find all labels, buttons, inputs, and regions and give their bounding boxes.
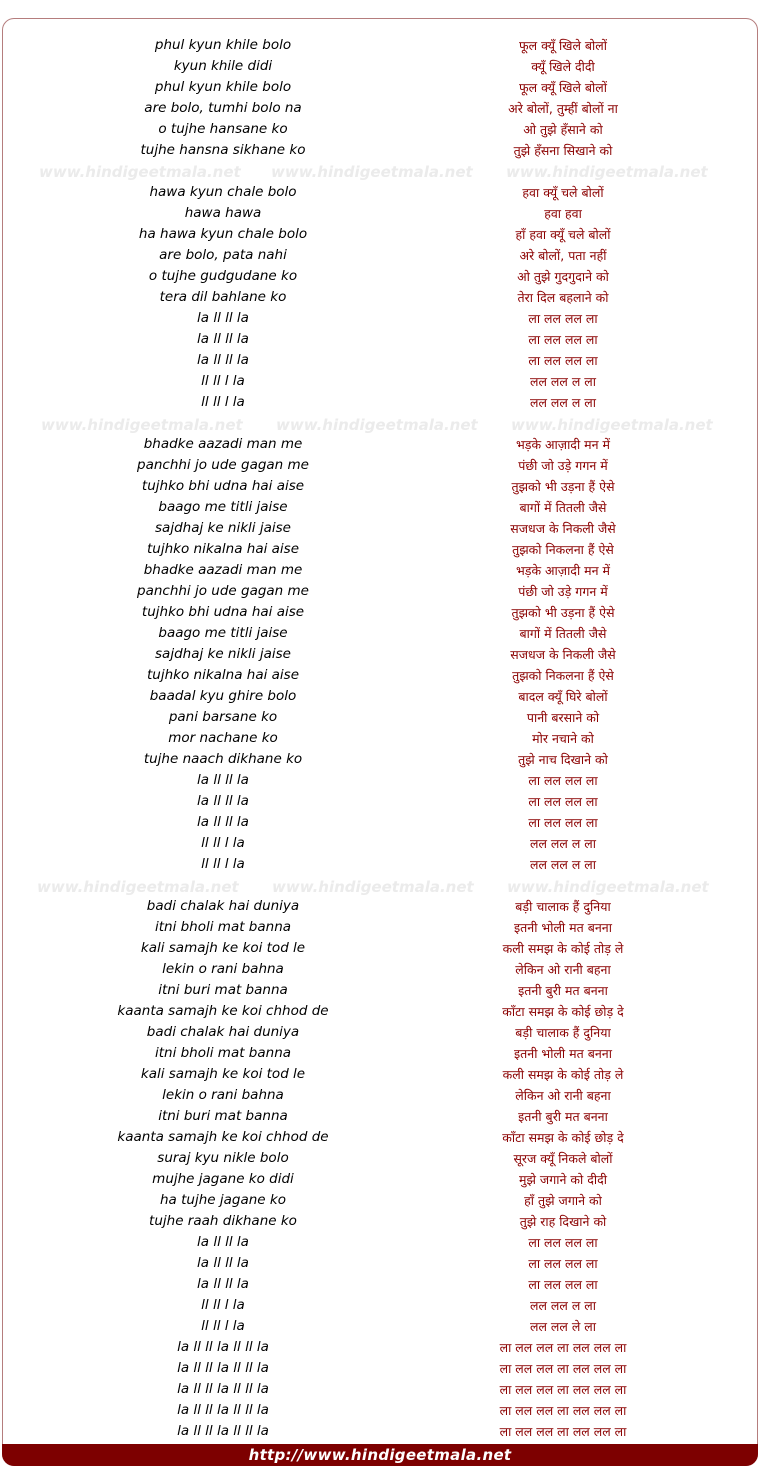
- lyric-line: [3, 1001, 757, 1022]
- lyric-hindi: तुझको निकलना हैं ऐसे: [512, 668, 614, 683]
- lyric-hindi: लल लल ल ला: [529, 374, 596, 389]
- lyric-line: [3, 539, 757, 560]
- lyric-line: [3, 35, 757, 56]
- lyric-latin: ll ll l la: [201, 856, 245, 872]
- lyric-line: [3, 1358, 757, 1379]
- lyric-hindi: तुझको भी उड़ना हैं ऐसे: [511, 605, 615, 620]
- lyric-hindi: इतनी भोली मत बनना: [514, 920, 612, 935]
- lyric-hindi: लेकिन ओ रानी बहना: [515, 962, 611, 977]
- lyric-latin: la ll ll la: [197, 1255, 249, 1271]
- lyric-line: [3, 350, 757, 371]
- lyric-latin: ll ll l la: [201, 1318, 245, 1334]
- lyric-latin: o tujhe gudgudane ko: [148, 268, 298, 284]
- lyric-line: [3, 287, 757, 308]
- lyric-line: [3, 1085, 757, 1106]
- lyric-hindi: बादल क्यूँ घिरे बोलों: [518, 689, 608, 704]
- lyric-line: [3, 1190, 757, 1211]
- lyric-latin: itni buri mat banna: [158, 982, 288, 998]
- lyric-line: [3, 917, 757, 938]
- watermark-text: www.hindigeetmala.net: [272, 878, 474, 896]
- lyric-hindi: सूरज क्यूँ निकले बोलों: [513, 1151, 613, 1166]
- lyric-line: [3, 560, 757, 581]
- lyric-latin: kali samajh ke koi tod le: [140, 940, 306, 956]
- lyric-latin: baago me titli jaise: [158, 499, 288, 515]
- watermark-text: www.hindigeetmala.net: [41, 416, 243, 434]
- lyric-hindi: ला लल लल ला लल लल ला: [499, 1403, 627, 1418]
- watermark-text: www.hindigeetmala.net: [39, 163, 241, 181]
- lyric-hindi: पंछी जो उड़े गगन में: [518, 458, 608, 473]
- lyric-latin: phul kyun khile bolo: [154, 79, 292, 95]
- lyric-latin: baago me titli jaise: [158, 625, 288, 641]
- lyric-latin: panchhi jo ude gagan me: [137, 457, 309, 473]
- watermark-text: www.hindigeetmala.net: [511, 416, 713, 434]
- lyric-hindi: तेरा दिल बहलाने को: [517, 290, 609, 305]
- lyric-hindi: क्यूँ खिले दीदी: [531, 59, 595, 74]
- lyric-line: [3, 1232, 757, 1253]
- lyric-latin: la ll ll la ll ll la: [177, 1360, 269, 1376]
- lyric-latin: la ll ll la: [197, 772, 249, 788]
- lyric-latin: tujhe raah dikhane ko: [149, 1213, 297, 1229]
- lyric-latin: tujhko bhi udna hai aise: [141, 478, 305, 494]
- lyric-line: [3, 476, 757, 497]
- lyric-line: [3, 959, 757, 980]
- lyric-line: [3, 1064, 757, 1085]
- footer-url-bar[interactable]: [2, 1444, 758, 1466]
- lyric-line: [3, 1253, 757, 1274]
- lyric-line: [3, 644, 757, 665]
- footer-url[interactable]: http://www.hindigeetmala.net: [248, 1446, 512, 1464]
- lyric-line: [3, 1148, 757, 1169]
- lyric-latin: hawa kyun chale bolo: [149, 184, 297, 200]
- lyric-latin: ll ll l la: [201, 394, 245, 410]
- lyric-latin: pani barsane ko: [168, 709, 278, 725]
- lyric-hindi: ला लल लल ला लल लल ला: [499, 1361, 627, 1376]
- lyric-latin: tera dil bahlane ko: [159, 289, 287, 305]
- lyric-hindi: तुझे हँसना सिखाने को: [513, 143, 613, 158]
- lyric-line: [3, 1421, 757, 1442]
- lyric-latin: la ll ll la ll ll la: [177, 1402, 269, 1418]
- lyric-hindi: फूल क्यूँ खिले बोलों: [519, 80, 607, 95]
- lyric-latin: sajdhaj ke nikli jaise: [155, 646, 291, 662]
- lyric-line: [3, 1274, 757, 1295]
- lyric-hindi: ला लल लल ला: [528, 794, 598, 809]
- lyric-hindi: बागों में तितली जैसे: [519, 626, 607, 641]
- lyric-line: [3, 392, 757, 413]
- lyric-hindi: पानी बरसाने को: [526, 710, 600, 725]
- lyric-latin: itni buri mat banna: [158, 1108, 288, 1124]
- lyric-hindi: ला लल लल ला: [528, 773, 598, 788]
- lyric-latin: tujhko nikalna hai aise: [146, 667, 300, 683]
- watermark-text: www.hindigeetmala.net: [271, 163, 473, 181]
- lyric-line: [3, 77, 757, 98]
- lyric-hindi: ला लल लल ला: [528, 353, 598, 368]
- lyric-line: [3, 98, 757, 119]
- lyric-hindi: मोर नचाने को: [532, 731, 594, 746]
- lyric-line: [3, 938, 757, 959]
- lyric-line: [3, 791, 757, 812]
- lyric-latin: mor nachane ko: [168, 730, 278, 746]
- lyric-latin: hawa hawa: [184, 205, 262, 221]
- lyric-hindi: बागों में तितली जैसे: [519, 500, 607, 515]
- lyric-latin: sajdhaj ke nikli jaise: [155, 520, 291, 536]
- lyric-latin: la ll ll la ll ll la: [177, 1339, 269, 1355]
- lyric-hindi: ला लल लल ला: [528, 332, 598, 347]
- lyric-hindi: भड़के आज़ादी मन में: [515, 563, 611, 578]
- lyric-line: [3, 1169, 757, 1190]
- watermark-text: www.hindigeetmala.net: [37, 878, 239, 896]
- lyric-hindi: अरे बोलों, पता नहीं: [519, 248, 607, 263]
- lyric-hindi: फूल क्यूँ खिले बोलों: [519, 38, 607, 53]
- lyric-line: [3, 1400, 757, 1421]
- lyric-hindi: काँटा समझ के कोई छोड़ दे: [502, 1004, 624, 1019]
- lyric-hindi: इतनी बुरी मत बनना: [518, 983, 608, 998]
- lyric-hindi: ला लल लल ला: [528, 1235, 598, 1250]
- lyric-latin: la ll ll la: [197, 310, 249, 326]
- lyric-hindi: हवा हवा: [544, 206, 582, 221]
- lyric-line: [3, 329, 757, 350]
- lyric-line: [3, 1337, 757, 1358]
- lyric-hindi: तुझको भी उड़ना हैं ऐसे: [511, 479, 615, 494]
- lyric-latin: bhadke aazadi man me: [143, 562, 303, 578]
- lyric-line: [3, 497, 757, 518]
- lyric-latin: tujhko bhi udna hai aise: [141, 604, 305, 620]
- lyric-line: [3, 308, 757, 329]
- lyric-hindi: हाँ हवा क्यूँ चले बोलों: [515, 227, 611, 242]
- lyric-latin: itni bholi mat banna: [154, 919, 292, 935]
- lyric-latin: tujhko nikalna hai aise: [146, 541, 300, 557]
- lyric-latin: ha hawa kyun chale bolo: [138, 226, 308, 242]
- lyric-line: [3, 854, 757, 875]
- lyric-line: [3, 1211, 757, 1232]
- lyric-line: [3, 1022, 757, 1043]
- lyric-line: [3, 1043, 757, 1064]
- lyric-line: [3, 434, 757, 455]
- lyric-line: [3, 140, 757, 161]
- lyric-latin: tujhe naach dikhane ko: [143, 751, 303, 767]
- lyric-latin: kali samajh ke koi tod le: [140, 1066, 306, 1082]
- lyric-hindi: काँटा समझ के कोई छोड़ दे: [502, 1130, 624, 1145]
- lyric-line: [3, 56, 757, 77]
- lyric-hindi: ला लल लल ला: [528, 1256, 598, 1271]
- lyric-hindi: इतनी बुरी मत बनना: [518, 1109, 608, 1124]
- lyric-line: [3, 1316, 757, 1337]
- lyric-hindi: इतनी भोली मत बनना: [514, 1046, 612, 1061]
- lyric-line: [3, 455, 757, 476]
- lyric-hindi: तुझे राह दिखाने को: [519, 1214, 607, 1229]
- lyric-latin: kaanta samajh ke koi chhod de: [117, 1003, 329, 1019]
- lyric-line: [3, 518, 757, 539]
- lyric-hindi: ला लल लल ला: [528, 815, 598, 830]
- lyric-line: [3, 371, 757, 392]
- lyric-latin: phul kyun khile bolo: [154, 37, 292, 53]
- lyric-latin: bhadke aazadi man me: [143, 436, 303, 452]
- lyric-hindi: ला लल लल ला लल लल ला: [499, 1424, 627, 1439]
- lyric-latin: ll ll l la: [201, 1297, 245, 1313]
- lyric-hindi: ला लल लल ला: [528, 311, 598, 326]
- lyric-line: [3, 224, 757, 245]
- lyric-hindi: ला लल लल ला लल लल ला: [499, 1382, 627, 1397]
- lyric-latin: panchhi jo ude gagan me: [137, 583, 309, 599]
- watermark-row: [3, 878, 757, 898]
- lyric-hindi: अरे बोलों, तुम्हीं बोलों ना: [508, 101, 618, 116]
- lyric-line: [3, 665, 757, 686]
- lyric-hindi: लेकिन ओ रानी बहना: [515, 1088, 611, 1103]
- lyric-hindi: लल लल ल ला: [529, 1298, 596, 1313]
- lyric-line: [3, 119, 757, 140]
- lyric-latin: la ll ll la: [197, 814, 249, 830]
- lyric-hindi: कली समझ के कोई तोड़ ले: [502, 1067, 624, 1082]
- lyric-line: [3, 833, 757, 854]
- lyric-latin: ll ll l la: [201, 835, 245, 851]
- lyric-hindi: लल लल ल ला: [529, 836, 596, 851]
- lyric-hindi: हाँ तुझे जगाने को: [524, 1193, 602, 1208]
- lyric-hindi: भड़के आज़ादी मन में: [515, 437, 611, 452]
- lyric-hindi: ला लल लल ला लल लल ला: [499, 1340, 627, 1355]
- lyric-line: [3, 812, 757, 833]
- lyric-line: [3, 749, 757, 770]
- lyric-line: [3, 245, 757, 266]
- lyric-latin: la ll ll la ll ll la: [177, 1423, 269, 1439]
- lyric-line: [3, 1127, 757, 1148]
- lyric-latin: la ll ll la: [197, 1276, 249, 1292]
- lyric-line: [3, 182, 757, 203]
- lyric-latin: ll ll l la: [201, 373, 245, 389]
- lyric-hindi: लल लल ल ला: [529, 857, 596, 872]
- lyric-hindi: कली समझ के कोई तोड़ ले: [502, 941, 624, 956]
- lyric-latin: are bolo, tumhi bolo na: [144, 100, 302, 116]
- watermark-row: [3, 416, 757, 436]
- lyric-latin: la ll ll la: [197, 352, 249, 368]
- lyric-line: [3, 728, 757, 749]
- lyric-line: [3, 581, 757, 602]
- lyric-latin: o tujhe hansane ko: [158, 121, 288, 137]
- lyric-latin: lekin o rani bahna: [162, 1087, 284, 1103]
- lyric-latin: badi chalak hai duniya: [146, 898, 300, 914]
- lyric-hindi: तुझको निकलना हैं ऐसे: [512, 542, 614, 557]
- lyric-line: [3, 980, 757, 1001]
- lyric-hindi: बड़ी चालाक हैं दुनिया: [515, 899, 611, 914]
- watermark-row: [3, 163, 757, 183]
- lyric-latin: tujhe hansna sikhane ko: [140, 142, 306, 158]
- lyric-hindi: तुझे नाच दिखाने को: [518, 752, 608, 767]
- lyric-hindi: लल लल ल ला: [529, 395, 596, 410]
- lyrics-panel: [2, 18, 758, 1466]
- lyric-latin: la ll ll la: [197, 793, 249, 809]
- lyric-line: [3, 686, 757, 707]
- lyric-line: [3, 1379, 757, 1400]
- lyric-latin: are bolo, pata nahi: [159, 247, 287, 263]
- lyric-latin: badi chalak hai duniya: [146, 1024, 300, 1040]
- lyric-hindi: सजधज के निकली जैसे: [510, 521, 616, 536]
- lyric-latin: la ll ll la: [197, 1234, 249, 1250]
- lyric-line: [3, 707, 757, 728]
- lyric-line: [3, 602, 757, 623]
- watermark-text: www.hindigeetmala.net: [506, 163, 708, 181]
- lyric-latin: suraj kyu nikle bolo: [157, 1150, 289, 1166]
- lyric-latin: kaanta samajh ke koi chhod de: [117, 1129, 329, 1145]
- watermark-text: www.hindigeetmala.net: [276, 416, 478, 434]
- lyric-line: [3, 1295, 757, 1316]
- lyric-latin: itni bholi mat banna: [154, 1045, 292, 1061]
- watermark-text: www.hindigeetmala.net: [507, 878, 709, 896]
- lyric-latin: kyun khile didi: [173, 58, 273, 74]
- lyric-line: [3, 266, 757, 287]
- lyric-hindi: लल लल ले ला: [529, 1319, 596, 1334]
- lyric-line: [3, 896, 757, 917]
- lyric-hindi: हवा क्यूँ चले बोलों: [522, 185, 604, 200]
- lyric-line: [3, 203, 757, 224]
- lyric-hindi: बड़ी चालाक हैं दुनिया: [515, 1025, 611, 1040]
- lyric-hindi: मुझे जगाने को दीदी: [519, 1172, 607, 1187]
- lyric-hindi: सजधज के निकली जैसे: [510, 647, 616, 662]
- lyric-line: [3, 623, 757, 644]
- lyric-hindi: ओ तुझे गुदगुदाने को: [517, 269, 609, 284]
- lyric-hindi: पंछी जो उड़े गगन में: [518, 584, 608, 599]
- lyric-hindi: ओ तुझे हँसाने को: [523, 122, 603, 137]
- lyric-line: [3, 770, 757, 791]
- lyric-latin: baadal kyu ghire bolo: [149, 688, 297, 704]
- lyric-latin: ha tujhe jagane ko: [160, 1192, 286, 1208]
- lyric-latin: mujhe jagane ko didi: [152, 1171, 294, 1187]
- lyric-hindi: ला लल लल ला: [528, 1277, 598, 1292]
- lyric-latin: la ll ll la: [197, 331, 249, 347]
- lyric-latin: lekin o rani bahna: [162, 961, 284, 977]
- lyric-line: [3, 1106, 757, 1127]
- lyric-latin: la ll ll la ll ll la: [177, 1381, 269, 1397]
